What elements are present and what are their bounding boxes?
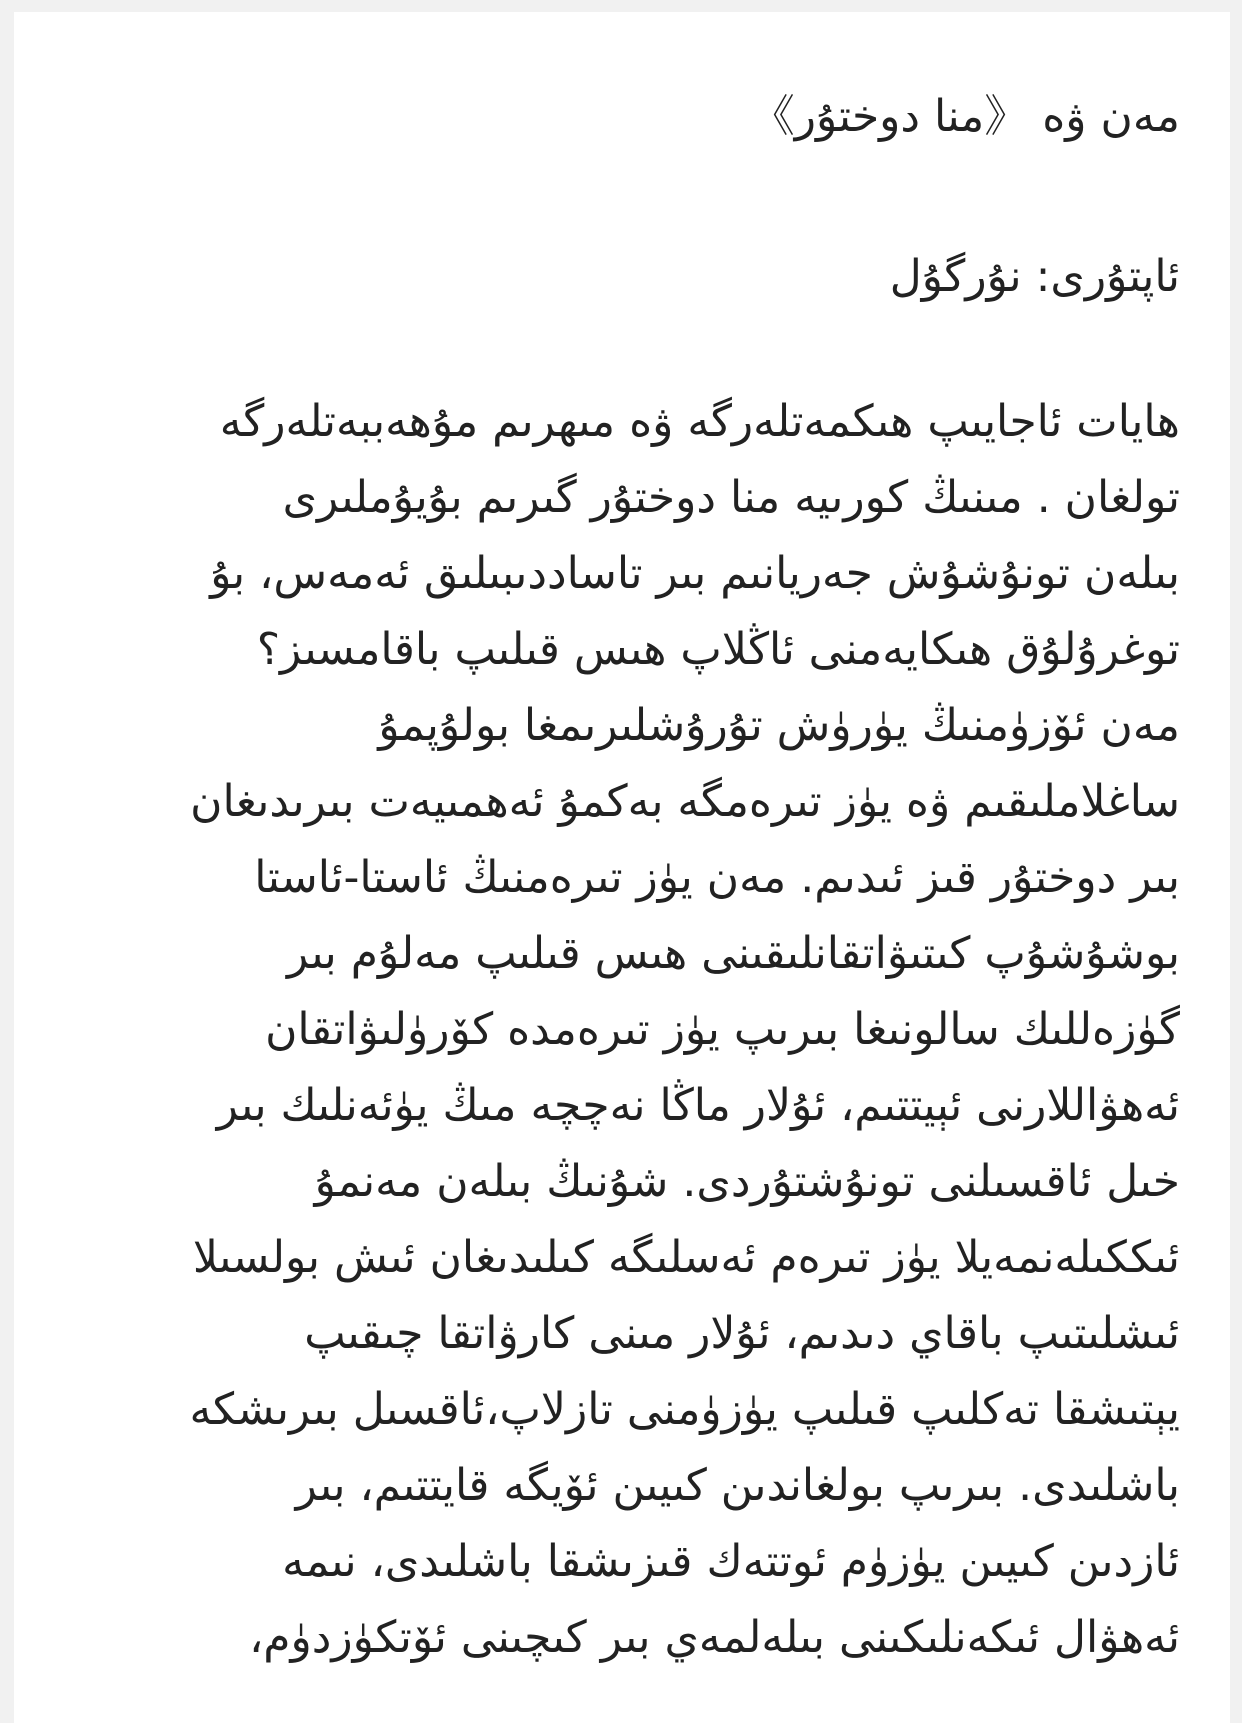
document-content — [76, 72, 1180, 1676]
text-line: بىر دوختۇر قىز ئىدىم. مەن يۈز تىرەمنىڭ ئاستا-ئاستا — [254, 852, 1180, 903]
text-line: ئىشلىتىپ باقاي دىدىم، ئۇلار مىنى كارۋاتقا چىقىپ — [304, 1308, 1180, 1359]
text-line: ساغلاملىقىم ۋە يۈز تىرەمگە بەكمۇ ئەھمىيەت بىرىدىغان — [190, 776, 1180, 827]
text-line: ئەھۋاللارنى ئېيتتىم، ئۇلار ماڭا نەچچە مىڭ يۈئەنلىك بىر — [216, 1080, 1180, 1131]
text-line: توغرۇلۇق ھىكايەمنى ئاڭلاپ ھىس قىلىپ باقامسىز؟ — [256, 624, 1180, 675]
text-line: بوشۇشۇپ كىتىۋاتقانلىقىنى ھىس قىلىپ مەلۇم بىر — [286, 928, 1180, 979]
text-line: گۈزەللىك سالونىغا بىرىپ يۈز تىرەمدە كۆرۈلىۋاتقان — [265, 1004, 1180, 1055]
body-text — [76, 384, 1180, 1676]
text-line: بىلەن تونۇشۇش جەريانىم بىر تاساددىبىلىق ئەمەس، بۇ — [210, 548, 1180, 599]
text-line: مەن ئۆزۈمنىڭ يۈرۈش تۇرۇشلىرىمغا بولۇپمۇ — [378, 700, 1180, 751]
text-line: ئازدىن كىيىن يۈزۈم ئوتتەك قىزىشقا باشلىدى، نىمە — [282, 1536, 1180, 1587]
text-line: ئىككىلەنمەيلا يۈز تىرەم ئەسلىگە كىلىدىغان ئىش بولسىلا — [192, 1232, 1180, 1283]
text-line: يېتىشقا تەكلىپ قىلىپ يۈزۈمنى تازلاپ،ئاقسىل بىرىشكە — [189, 1384, 1180, 1435]
text-line: خىل ئاقسىلنى تونۇشتۇردى. شۇنىڭ بىلەن مەنمۇ — [314, 1156, 1180, 1207]
text-line: باشلىدى. بىرىپ بولغاندىن كىيىن ئۆيگە قايتتىم، بىر — [295, 1460, 1180, 1511]
document-page — [14, 12, 1230, 1723]
document-title: مەن ۋە 《منا دوختۇر》 — [750, 91, 1180, 142]
text-line: ئەھۋال ئىكەنلىكىنى بىلەلمەي بىر كىچىنى ئۆتكۈزدۈم، — [249, 1612, 1180, 1663]
text-line: هايات ئاجايىپ ھىكمەتلەرگە ۋە مىھرىم مۇھەببەتلەرگە — [219, 396, 1180, 447]
author-line: ئاپتۇرى: نۇرگۇل — [889, 251, 1180, 302]
text-line: تولغان . مىنىڭ كورىيە منا دوختۇر گىرىم بۇيۇملىرى — [282, 472, 1180, 523]
